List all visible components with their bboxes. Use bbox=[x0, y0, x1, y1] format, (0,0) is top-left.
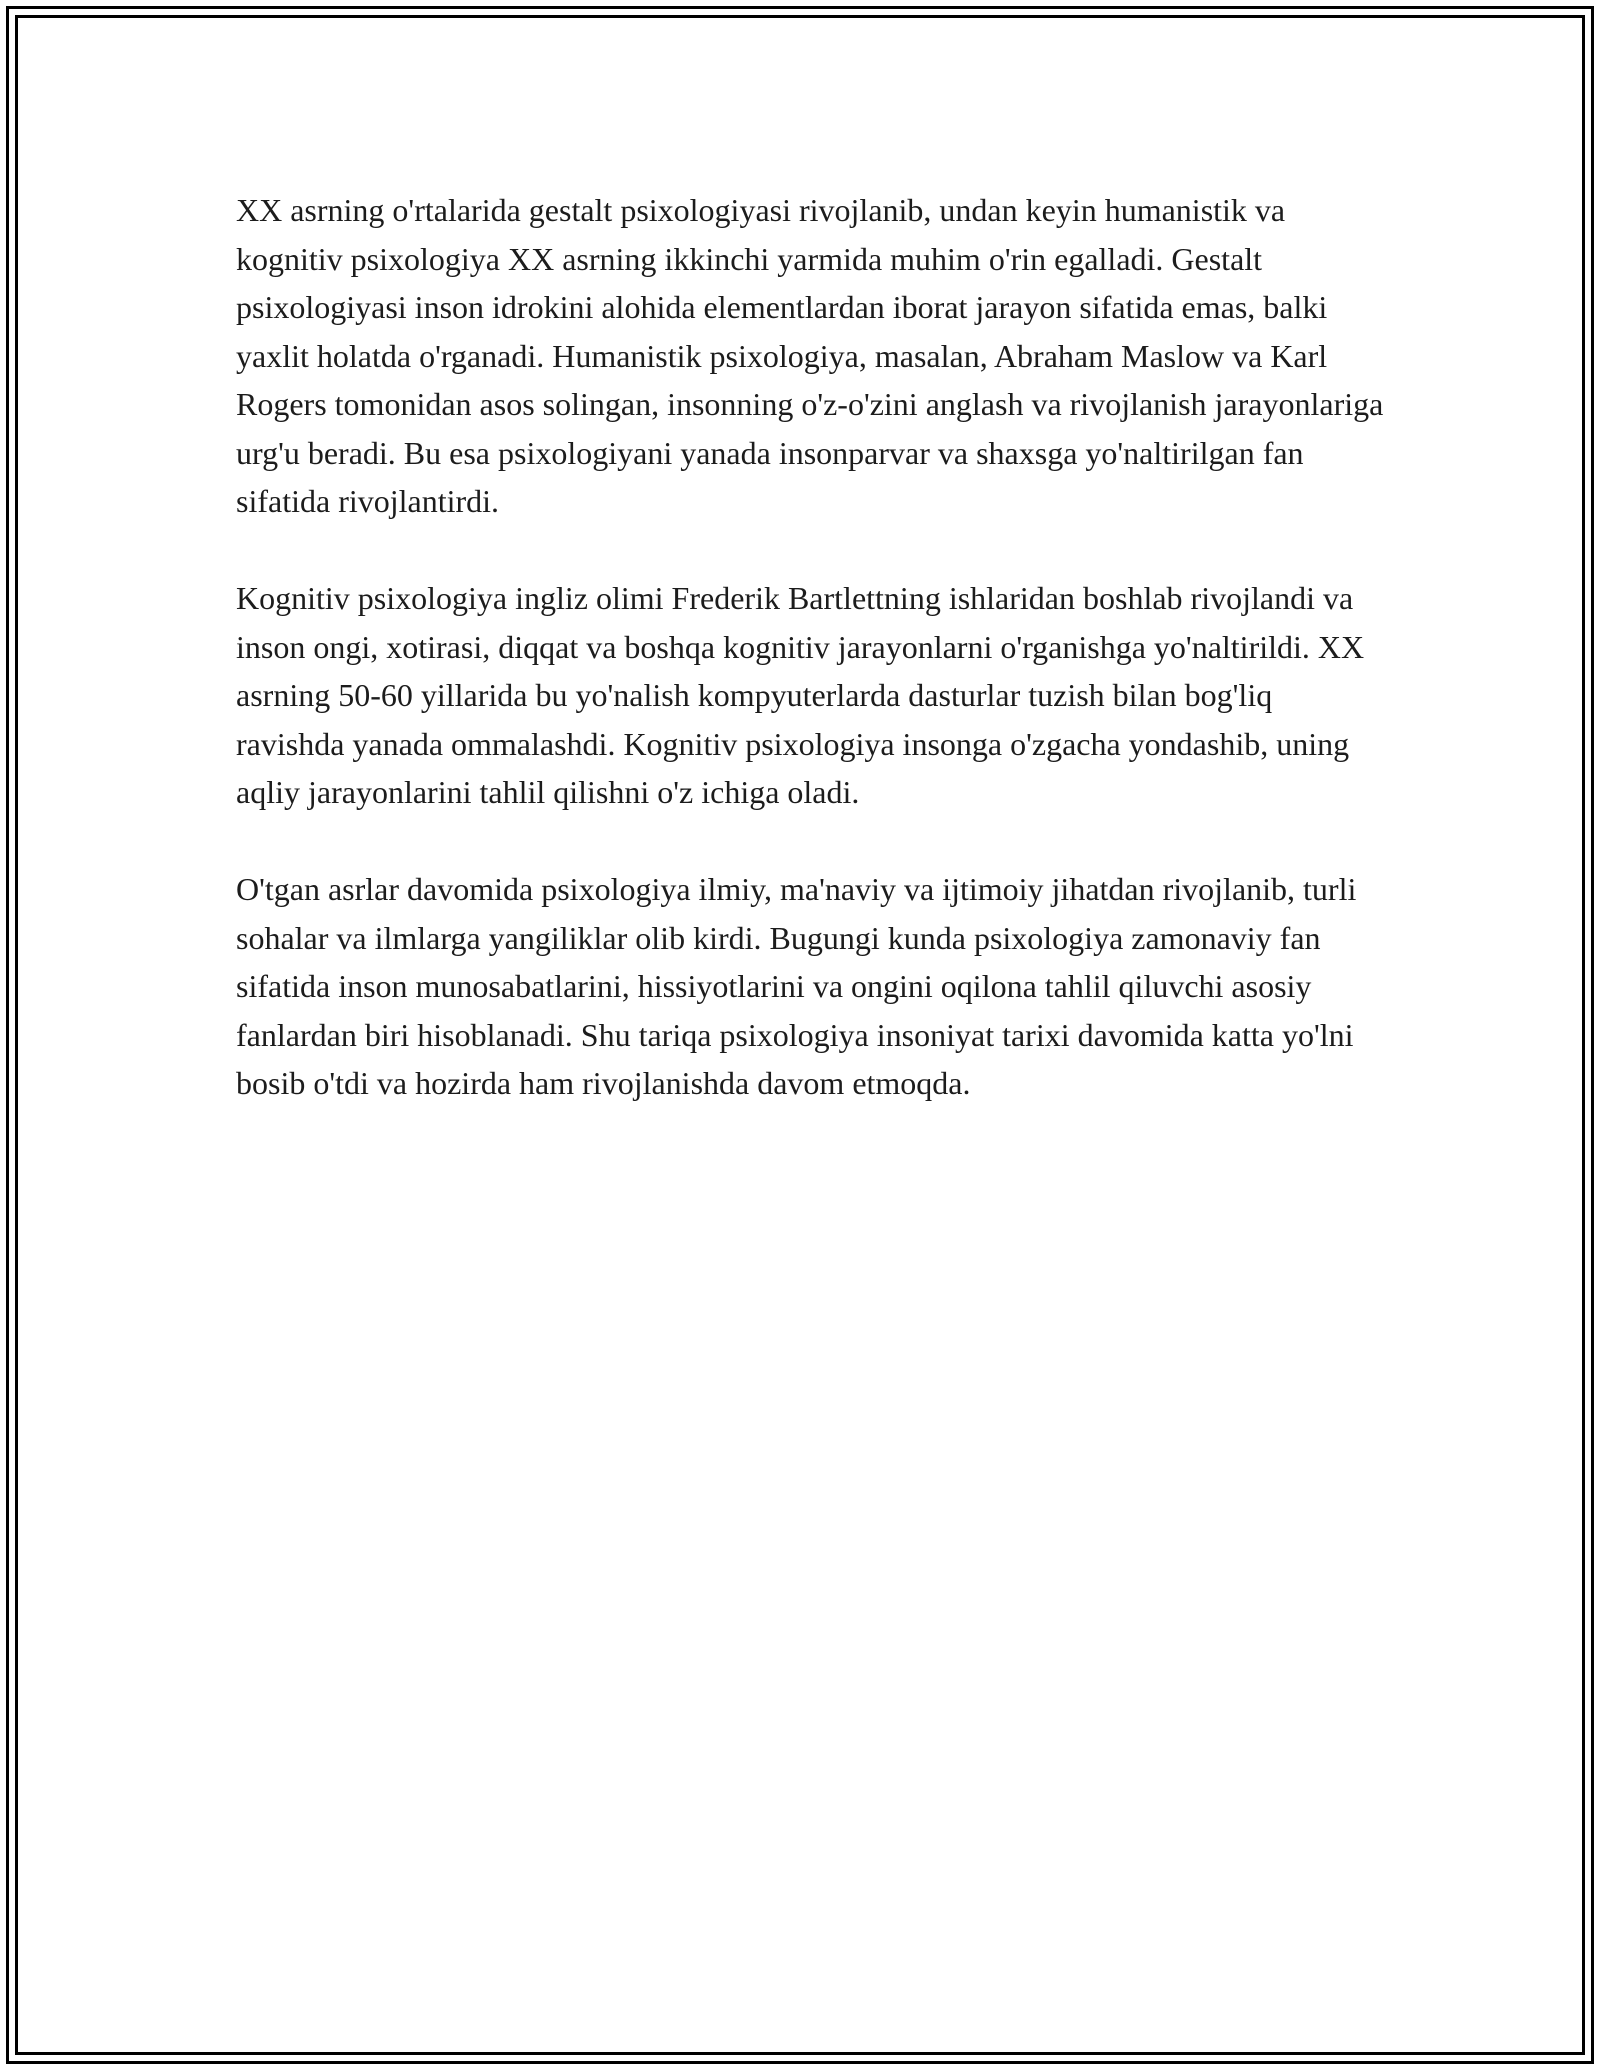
paragraph-cognitive: Kognitiv psixologiya ingliz olimi Frederik Bartlettning ishlaridan boshlab rivojlandi va inson ongi, xotirasi, diqqat va boshqa kognitiv jarayonlarni o'rganishga yo'naltirildi. XX asrning 50-60 yillarida bu yo'nalish kompyuterlarda dasturlar tuzish bilan bog'liq ravishda yanada ommalashdi. Kognitiv psixologiya insonga o'zgacha yondashib, uning aqliy jarayonlarini tahlil qilishni o'z ichiga oladi. bbox=[236, 580, 1365, 810]
paragraph-gestalt-humanistic: XX asrning o'rtalarida gestalt psixologiyasi rivojlanib, undan keyin humanistik va kognitiv psixologiya XX asrning ikkinchi yarmida muhim o'rin egalladi. Gestalt psixologiyasi inson idrokini alohida elementlardan iborat jarayon sifatida emas, balki yaxlit holatda o'rganadi. Humanistik psixologiya, masalan, Abraham Maslow va Karl Rogers tomonidan asos solingan, insonning o'z-o'zini anglash va rivojlanish jarayonlariga urg'u beradi. Bu esa psixologiyani yanada insonparvar va shaxsga yo'naltirilgan fan sifatida rivojlantirdi. bbox=[236, 192, 1384, 519]
paragraph-conclusion: O'tgan asrlar davomida psixologiya ilmiy, ma'naviy va ijtimoiy jihatdan rivojlanib, turli sohalar va ilmlarga yangiliklar olib kirdi. Bugungi kunda psixologiya zamonaviy fan sifatida inson munosabatlarini, hissiyotlarini va ongini oqilona tahlil qiluvchi asosiy fanlardan biri hisoblanadi. Shu tariqa psixologiya insoniyat tarixi davomida katta yo'lni bosib o'tdi va hozirda ham rivojlanishda davom etmoqda. bbox=[236, 871, 1357, 1101]
document-body bbox=[236, 186, 1386, 1108]
